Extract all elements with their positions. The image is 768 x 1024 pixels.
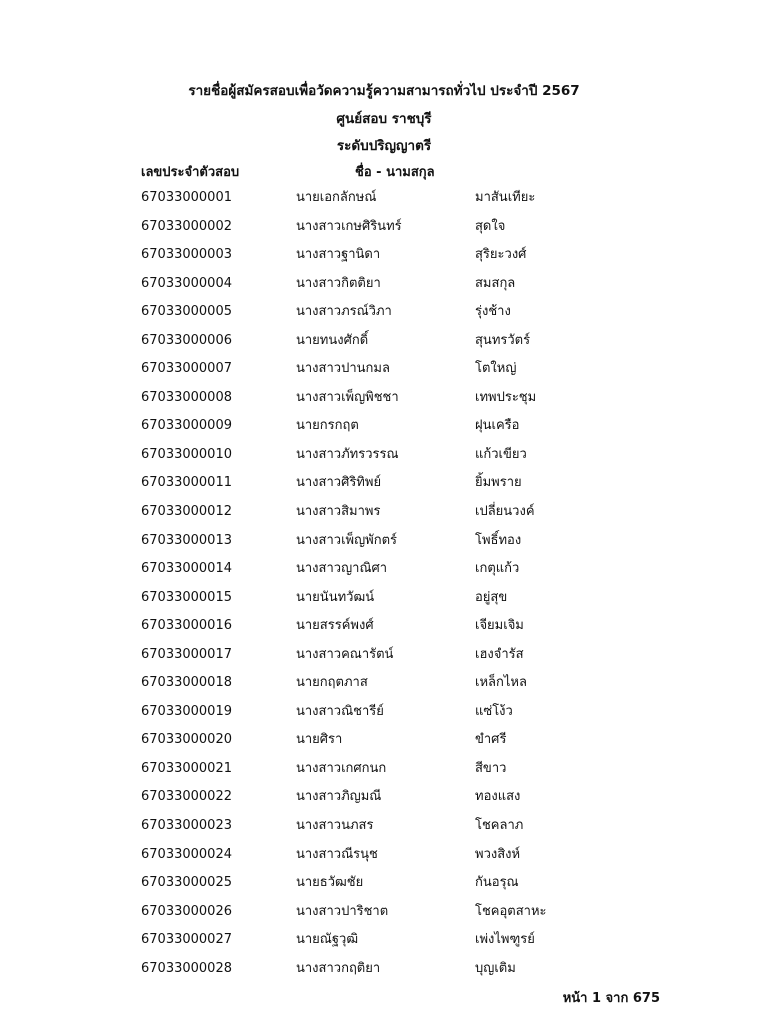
list-item: [0, 559, 768, 588]
list-item: [0, 388, 768, 417]
candidate-last-name: ทองแสง: [475, 789, 521, 805]
list-item: [0, 502, 768, 531]
list-item: [0, 302, 768, 331]
candidate-first-name: นางสาวญาณิศา: [296, 561, 388, 577]
candidate-first-name: นางสาวศิริทิพย์: [296, 475, 382, 491]
list-item: [0, 730, 768, 759]
candidate-id: 67033000009: [141, 418, 232, 434]
list-item: [0, 274, 768, 303]
candidate-first-name: นางสาวเกษศิรินทร์: [296, 218, 402, 234]
candidate-id: 67033000002: [141, 218, 232, 234]
candidate-first-name: นายธวัฒชัย: [296, 875, 364, 891]
candidate-id: 67033000006: [141, 332, 232, 348]
candidate-last-name: รุ่งช้าง: [475, 304, 511, 320]
candidate-first-name: นางสาวเพ็ญพิชชา: [296, 389, 399, 405]
candidate-first-name: นางสาวคณารัตน์: [296, 646, 394, 662]
list-item: [0, 959, 768, 988]
column-header-id: เลขประจำตัวสอบ: [141, 165, 240, 180]
candidate-last-name: ขำศรี: [475, 732, 507, 748]
candidate-id: 67033000015: [141, 589, 232, 605]
candidate-id: 67033000011: [141, 475, 232, 491]
candidate-first-name: นายเอกลักษณ์: [296, 190, 377, 205]
candidate-first-name: นายกรกฤต: [296, 418, 359, 434]
candidate-id: 67033000005: [141, 304, 232, 320]
candidate-first-name: นางสาวเกศกนก: [296, 760, 387, 776]
list-item: [0, 416, 768, 445]
candidate-first-name: นางสาวปาริชาต: [296, 903, 389, 919]
candidate-list: [0, 188, 768, 987]
candidate-last-name: สุริยะวงศ์: [475, 247, 527, 263]
candidate-first-name: นางสาวนภสร: [296, 818, 374, 834]
candidate-first-name: นายนันทวัฒน์: [296, 589, 375, 605]
list-item: [0, 759, 768, 788]
list-item: [0, 673, 768, 702]
list-item: [0, 787, 768, 816]
candidate-id: 67033000010: [141, 446, 232, 462]
candidate-first-name: นางสาวกิตติยา: [296, 275, 381, 291]
candidate-last-name: โตใหญ่: [475, 361, 517, 377]
list-item: [0, 473, 768, 502]
candidate-first-name: นายทนงศักดิ์: [296, 332, 369, 348]
candidate-first-name: นางสาวภิญมณี: [296, 789, 382, 805]
list-item: [0, 845, 768, 874]
candidate-id: 67033000013: [141, 532, 232, 548]
candidate-last-name: อยู่สุข: [475, 589, 508, 605]
candidate-first-name: นางสาวภัทรวรรณ: [296, 446, 399, 462]
candidate-last-name: แซ่โง้ว: [475, 703, 513, 719]
candidate-id: 67033000008: [141, 389, 232, 405]
candidate-id: 67033000022: [141, 789, 232, 805]
candidate-first-name: นายณัฐวุฒิ: [296, 932, 359, 948]
candidate-first-name: นางสาวณิชารีย์: [296, 703, 384, 719]
exam-center: ศูนย์สอบ ราชบุรี: [336, 111, 432, 127]
candidate-last-name: พวงสิงห์: [475, 846, 521, 862]
candidate-last-name: เจียมเจิม: [475, 618, 524, 634]
candidate-last-name: ยิ้มพราย: [475, 475, 522, 491]
list-item: [0, 531, 768, 560]
column-header-name: ชื่อ - นามสกุล: [355, 165, 435, 180]
candidate-first-name: นางสาวเพ็ญพักตร์: [296, 532, 398, 548]
candidate-last-name: มาสันเทียะ: [475, 190, 536, 205]
candidate-id: 67033000017: [141, 646, 232, 662]
candidate-id: 67033000001: [141, 190, 232, 205]
candidate-last-name: บุญเติม: [475, 960, 516, 976]
page-number: หน้า 1 จาก 675: [562, 991, 660, 1006]
candidate-id: 67033000020: [141, 732, 232, 748]
list-item: [0, 217, 768, 246]
candidate-last-name: เหล็กไหล: [475, 675, 527, 691]
candidate-last-name: เกตุแก้ว: [475, 561, 520, 577]
candidate-id: 67033000004: [141, 275, 232, 291]
candidate-id: 67033000012: [141, 504, 232, 520]
candidate-id: 67033000016: [141, 618, 232, 634]
candidate-last-name: สีขาว: [475, 760, 507, 776]
candidate-last-name: สุดใจ: [475, 218, 506, 234]
candidate-first-name: นางสาวกฤติยา: [296, 960, 381, 976]
candidate-last-name: โพธิ์ทอง: [475, 532, 522, 548]
candidate-last-name: โชคอุตสาหะ: [475, 903, 547, 919]
education-level: ระดับปริญญาตรี: [336, 138, 432, 154]
list-item: [0, 873, 768, 902]
candidate-id: 67033000025: [141, 875, 232, 891]
candidate-id: 67033000027: [141, 932, 232, 948]
candidate-last-name: เปลี่ยนวงค์: [475, 504, 535, 520]
list-item: [0, 331, 768, 360]
candidate-first-name: นายศิรา: [296, 732, 343, 748]
candidate-id: 67033000007: [141, 361, 232, 377]
list-item: [0, 930, 768, 959]
candidate-id: 67033000026: [141, 903, 232, 919]
candidate-first-name: นายกฤตภาส: [296, 675, 368, 691]
candidate-first-name: นางสาวปานกมล: [296, 361, 390, 377]
list-item: [0, 645, 768, 674]
list-item: [0, 816, 768, 845]
candidate-id: 67033000019: [141, 703, 232, 719]
candidate-last-name: แก้วเขียว: [475, 446, 527, 462]
candidate-first-name: นางสาวฐานิดา: [296, 247, 381, 263]
candidate-last-name: เทพประชุม: [475, 389, 537, 405]
document-title: รายชื่อผู้สมัครสอบเพื่อวัดความรู้ความสามารถทั่วไป ประจำปี 2567: [188, 83, 580, 99]
candidate-id: 67033000028: [141, 960, 232, 976]
candidate-id: 67033000021: [141, 760, 232, 776]
candidate-last-name: เฮงจำรัส: [475, 646, 524, 662]
candidate-id: 67033000018: [141, 675, 232, 691]
candidate-id: 67033000003: [141, 247, 232, 263]
candidate-id: 67033000014: [141, 561, 232, 577]
candidate-id: 67033000023: [141, 818, 232, 834]
candidate-last-name: สุนทรวัตร์: [475, 332, 531, 348]
candidate-last-name: สมสกุล: [475, 275, 516, 291]
list-item: [0, 616, 768, 645]
list-item: [0, 359, 768, 388]
list-item: [0, 245, 768, 274]
candidate-first-name: นางสาวสิมาพร: [296, 504, 381, 520]
candidate-last-name: ฝุนเครือ: [475, 418, 520, 434]
candidate-first-name: นางสาวภรณ์วิภา: [296, 304, 392, 320]
list-item: [0, 445, 768, 474]
candidate-last-name: โชคลาภ: [475, 818, 524, 834]
list-item: [0, 188, 768, 217]
candidate-last-name: เพ่งไพฑูรย์: [475, 932, 535, 948]
candidate-id: 67033000024: [141, 846, 232, 862]
list-item: [0, 702, 768, 731]
candidate-last-name: กันอรุณ: [475, 875, 519, 891]
list-item: [0, 588, 768, 617]
candidate-first-name: นายสรรค์พงศ์: [296, 618, 374, 634]
list-item: [0, 902, 768, 931]
candidate-first-name: นางสาวณีรนุช: [296, 846, 378, 862]
